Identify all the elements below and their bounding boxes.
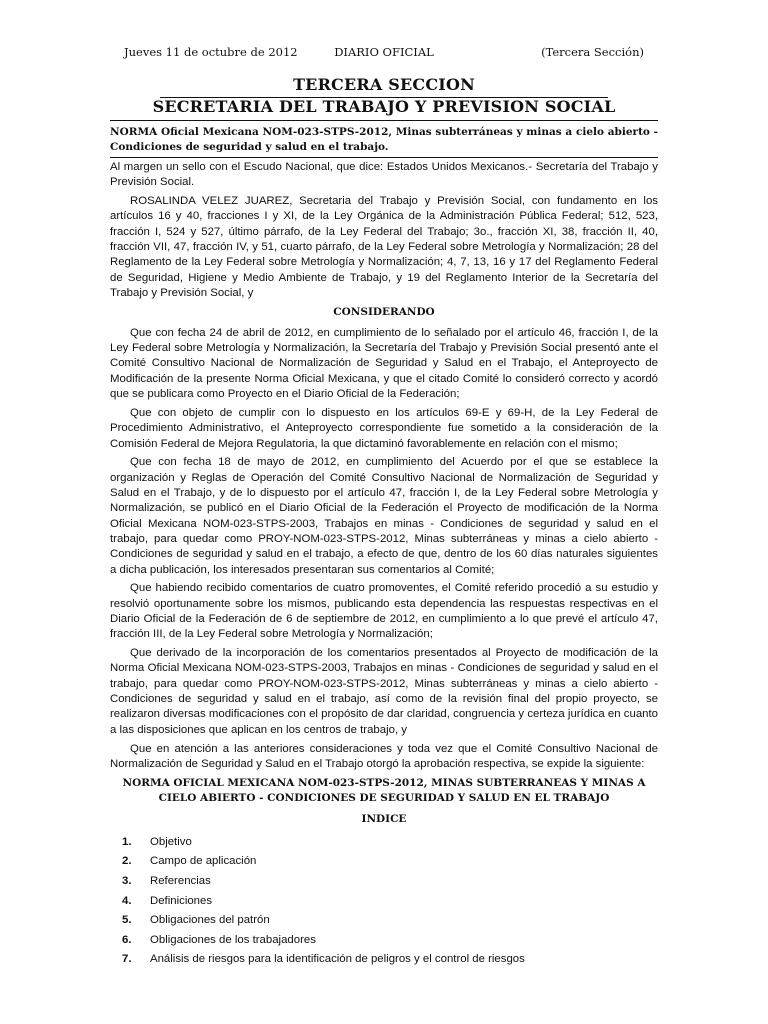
secretaria-divider (110, 120, 658, 121)
secretaria-title: SECRETARIA DEL TRABAJO Y PREVISION SOCIAL (152, 97, 616, 116)
index-item-number: 7. (122, 953, 132, 966)
header-section: (Tercera Sección) (541, 45, 644, 59)
index-item-number: 5. (122, 914, 132, 927)
index-item-text: Objetivo (150, 835, 192, 848)
index-item-number: 6. (122, 933, 132, 946)
considerando-paragraph: Que con objeto de cumplir con lo dispuesto en los artículos 69-E y 69-H, de la Ley Federal de Procedimiento Administrativo, el Anteproyecto correspondiente fue sometido a la consideración de la Comisión Federal de Mejora Regulatoria, la que dictaminó favorablemente en relación con el mismo; (110, 406, 658, 450)
considerando-paragraph: Que con fecha 18 de mayo de 2012, en cumplimiento del Acuerdo por el que se establece la organización y Reglas de Operación del Comité Consultivo Nacional de Normalización de Seguridad y Salud en el Trabajo, y de lo dispuesto por el artículo 47, fracción I, de la Ley Federal sobre Metrología y Normalización, se publicó en el Diario Oficial de la Federación el Proyecto de modificación de la Norma Oficial Mexicana NOM-023-STPS-2003, Trabajos en minas - Condiciones de seguridad y salud en el trabajo, para quedar como PROY-NOM-023-STPS-2012, Minas subterráneas y minas a cielo abierto - Condiciones de seguridad y salud en el trabajo, a efecto de que, dentro de los 60 días naturales siguientes a dicha publicación, los interesados presentaran sus comentarios al Comité; (110, 456, 658, 576)
index-item (110, 872, 658, 892)
indice-heading: INDICE (361, 812, 407, 825)
index-item (110, 911, 658, 931)
norma-heading: NORMA OFICIAL MEXICANA NOM-023-STPS-2012, MINAS SUBTERRANEAS Y MINAS A CIELO ABIERTO - CONDICIONES DE SEGURIDAD Y SALUD EN EL TRABAJO (122, 776, 646, 804)
index-item (110, 833, 658, 853)
header-date: Jueves 11 de octubre de 2012 (124, 45, 298, 59)
index-item-text: Definiciones (150, 894, 213, 907)
considerando-paragraph: Que habiendo recibido comentarios de cuatro promoventes, el Comité referido procedió a su estudio y resolvió oportunamente sobre los mismos, publicando esta dependencia las respuestas respectivas en el Diario Oficial de la Federación de 6 de septiembre de 2012, en cumplimiento a lo que prevé el artículo 47, fracción III, de la Ley Federal sobre Metrología y Normalización; (110, 582, 658, 641)
index-item (110, 931, 658, 951)
preamble-paragraph: ROSALINDA VELEZ JUAREZ, Secretaria del Trabajo y Previsión Social, con fundamento en los artículos 16 y 40, fracciones I y XI, de la Ley Orgánica de la Administración Pública Federal; 512, 523, fracción I, 524 y 527, último párrafo, de la Ley Federal del Trabajo; 3o., fracción XI, 38, fracción II, 40, fracción VII, 47, fracción IV, y 51, cuarto párrafo, de la Ley Federal sobre Metrología y Normalización; 28 del Reglamento de la Ley Federal sobre Metrología y Normalización; 4, 7, 13, 16 y 17 del Reglamento Federal de Seguridad, Higiene y Medio Ambiente de Trabajo, y 19 del Reglamento Interior de la Secretaría del Trabajo y Previsión Social, y (110, 195, 658, 299)
index-item-text: Campo de aplicación (150, 855, 257, 868)
considerando-paragraph: Que con fecha 24 de abril de 2012, en cumplimiento de lo señalado por el artículo 46, fracción I, de la Ley Federal sobre Metrología y Normalización, la Secretaría del Trabajo y Previsión Social presentó ante el Comité Consultivo Nacional de Normalización de Seguridad y Salud en el Trabajo, el Anteproyecto de Modificación de la presente Norma Oficial Mexicana, y que el citado Comité lo consideró correcto y acordó que se publicara como Proyecto en el Diario Oficial de la Federación; (110, 326, 658, 401)
index-item (110, 852, 658, 872)
index-item-number: 4. (122, 894, 132, 907)
index-item-number: 1. (122, 835, 132, 848)
section-title: TERCERA SECCION (293, 75, 475, 94)
index-item-number: 3. (122, 874, 132, 887)
index-item-text: Obligaciones de los trabajadores (150, 933, 316, 946)
considerando-heading: CONSIDERANDO (333, 305, 435, 318)
considerando-paragraph: Que derivado de la incorporación de los comentarios presentados al Proyecto de modificación de la Norma Oficial Mexicana NOM-023-STPS-2003, Trabajos en minas - Condiciones de seguridad y salud en el trabajo, para quedar como PROY-NOM-023-STPS-2012, Minas subterráneas y minas a cielo abierto - Condiciones de seguridad y salud en el trabajo, así como de la revisión final del propio proyecto, se realizaron diversas modificaciones con el propósito de dar claridad, congruencia y certeza jurídica en cuanto a las disposiciones que aplican en los centros de trabajo, y (110, 647, 658, 736)
margin-note: Al margen un sello con el Escudo Nacional, que dice: Estados Unidos Mexicanos.- Secretaría del Trabajo y Previsión Social. (110, 161, 658, 189)
header-publication: DIARIO OFICIAL (334, 45, 434, 59)
index-item-text: Análisis de riesgos para la identificación de peligros y el control de riesgos (150, 953, 525, 966)
index-item (110, 892, 658, 912)
index-item-number: 2. (122, 855, 132, 868)
index-item-text: Obligaciones del patrón (150, 914, 270, 927)
index-item-text: Referencias (150, 874, 211, 887)
norma-title-divider (110, 157, 658, 158)
considerando-paragraph: Que en atención a las anteriores consideraciones y toda vez que el Comité Consultivo Nacional de Normalización de Seguridad y Salud en el Trabajo otorgó la aprobación respectiva, se expide la siguiente: (110, 742, 658, 770)
document-body (110, 160, 658, 970)
index-item (110, 950, 658, 970)
index-list (110, 833, 658, 970)
norma-title: NORMA Oficial Mexicana NOM-023-STPS-2012, Minas subterráneas y minas a cielo abierto - Condiciones de seguridad y salud en el trabajo. (110, 126, 658, 153)
